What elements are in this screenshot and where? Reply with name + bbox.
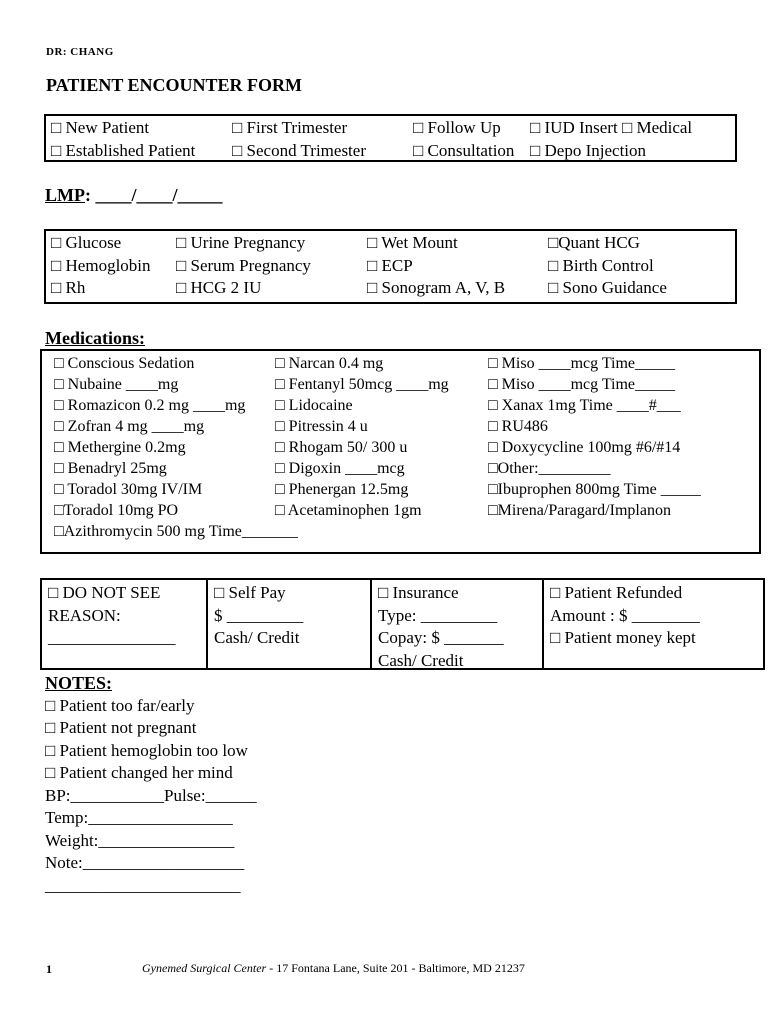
checkbox-first-trimester[interactable]: □ First Trimester xyxy=(232,118,348,137)
center-address: - 17 Fontana Lane, Suite 201 - Baltimore, MD 21237 xyxy=(266,961,525,975)
weight-field[interactable]: Weight:________________ xyxy=(45,830,235,850)
checkbox-quant-hcg[interactable]: □Quant HCG xyxy=(548,233,640,252)
checkbox-doxycycline[interactable]: □ Doxycycline 100mg #6/#14 xyxy=(488,439,681,456)
insurance-type-field[interactable]: Type: _________ xyxy=(378,605,498,625)
checkbox-nubaine[interactable]: □ Nubaine ____mg xyxy=(54,376,179,393)
lmp-label: LMP xyxy=(45,185,85,205)
checkbox-patient-money-kept[interactable]: □ Patient money kept xyxy=(550,628,696,647)
refund-amount-field[interactable]: Amount : $ ________ xyxy=(550,605,700,625)
notes-section xyxy=(45,672,257,897)
checkbox-new-patient[interactable]: □ New Patient xyxy=(51,118,150,137)
checkbox-digoxin[interactable]: □ Digoxin ____mcg xyxy=(275,460,405,477)
checkbox-mirena-paragard-implanon[interactable]: □Mirena/Paragard/Implanon xyxy=(488,502,671,519)
footer-address xyxy=(142,961,525,976)
checkbox-patient-refunded[interactable]: □ Patient Refunded xyxy=(550,583,683,602)
center-name: Gynemed Surgical Center xyxy=(142,961,267,975)
do-not-see-cell xyxy=(42,580,206,668)
lmp-blank[interactable]: : ____/____/_____ xyxy=(85,185,223,205)
checkbox-fentanyl[interactable]: □ Fentanyl 50mcg ____mg xyxy=(275,376,449,393)
checkbox-birth-control[interactable]: □ Birth Control xyxy=(548,255,654,275)
labs-box xyxy=(44,229,737,304)
self-pay-amount-field[interactable]: $ _________ xyxy=(214,605,304,625)
note-field[interactable]: Note:___________________ xyxy=(45,853,245,872)
checkbox-pitressin[interactable]: □ Pitressin 4 u xyxy=(275,418,368,435)
refund-cell xyxy=(542,580,763,668)
checkbox-glucose[interactable]: □ Glucose xyxy=(51,233,122,252)
checkbox-changed-mind[interactable]: □ Patient changed her mind xyxy=(45,763,233,782)
checkbox-serum-pregnancy[interactable]: □ Serum Pregnancy xyxy=(176,255,311,275)
checkbox-phenergan[interactable]: □ Phenergan 12.5mg xyxy=(275,481,409,498)
checkbox-azithromycin[interactable]: □Azithromycin 500 mg Time_______ xyxy=(54,523,298,540)
checkbox-benadryl[interactable]: □ Benadryl 25mg xyxy=(54,460,167,477)
checkbox-urine-pregnancy[interactable]: □ Urine Pregnancy xyxy=(176,233,306,252)
checkbox-self-pay[interactable]: □ Self Pay xyxy=(214,583,286,602)
checkbox-toradol-iv[interactable]: □ Toradol 30mg IV/IM xyxy=(54,481,203,498)
temp-field[interactable]: Temp:_________________ xyxy=(45,808,233,827)
checkbox-other[interactable]: □Other:_________ xyxy=(488,460,611,477)
checkbox-follow-up[interactable]: □ Follow Up xyxy=(413,118,501,137)
checkbox-wet-mount[interactable]: □ Wet Mount xyxy=(367,233,458,252)
lmp-field[interactable] xyxy=(45,185,223,206)
checkbox-acetaminophen[interactable]: □ Acetaminophen 1gm xyxy=(275,502,422,519)
checkbox-sono-guidance[interactable]: □ Sono Guidance xyxy=(548,278,667,297)
checkbox-ecp[interactable]: □ ECP xyxy=(367,255,413,275)
note-field-continued[interactable]: _______________________ xyxy=(45,875,241,895)
checkbox-zofran[interactable]: □ Zofran 4 mg ____mg xyxy=(54,418,205,435)
checkbox-xanax[interactable]: □ Xanax 1mg Time ____#___ xyxy=(488,397,681,414)
medications-heading: Medications: xyxy=(45,328,145,348)
checkbox-iud-insert-medical[interactable]: □ IUD Insert □ Medical xyxy=(530,118,693,137)
self-pay-method-label: Cash/ Credit xyxy=(214,628,300,647)
visit-type-box xyxy=(44,114,737,162)
checkbox-rhogam[interactable]: □ Rhogam 50/ 300 u xyxy=(275,439,408,456)
checkbox-ibuprophen[interactable]: □Ibuprophen 800mg Time _____ xyxy=(488,481,701,498)
checkbox-lidocaine[interactable]: □ Lidocaine xyxy=(275,397,353,414)
payment-table xyxy=(40,578,765,670)
bp-pulse-field[interactable]: BP:___________Pulse:______ xyxy=(45,785,257,805)
checkbox-second-trimester[interactable]: □ Second Trimester xyxy=(232,140,366,160)
notes-heading: NOTES: xyxy=(45,673,113,693)
checkbox-toradol-po[interactable]: □Toradol 10mg PO xyxy=(54,502,179,519)
checkbox-hcg-2iu[interactable]: □ HCG 2 IU xyxy=(176,278,262,297)
checkbox-narcan[interactable]: □ Narcan 0.4 mg xyxy=(275,355,384,372)
checkbox-hemoglobin[interactable]: □ Hemoglobin xyxy=(51,255,151,275)
checkbox-conscious-sedation[interactable]: □ Conscious Sedation xyxy=(54,355,195,372)
self-pay-cell xyxy=(206,580,370,668)
reason-field[interactable]: _______________ xyxy=(48,628,176,647)
medications-box xyxy=(40,349,761,554)
checkbox-ru486[interactable]: □ RU486 xyxy=(488,418,548,435)
checkbox-do-not-see[interactable]: □ DO NOT SEE xyxy=(48,583,161,602)
copay-field[interactable]: Copay: $ _______ xyxy=(378,628,504,647)
checkbox-miso-1[interactable]: □ Miso ____mcg Time_____ xyxy=(488,355,676,372)
checkbox-hemoglobin-too-low[interactable]: □ Patient hemoglobin too low xyxy=(45,740,248,760)
insurance-method-label: Cash/ Credit xyxy=(378,650,464,670)
checkbox-patient-not-pregnant[interactable]: □ Patient not pregnant xyxy=(45,718,197,737)
reason-label: REASON: xyxy=(48,605,121,625)
checkbox-consultation[interactable]: □ Consultation xyxy=(413,140,515,160)
form-title: PATIENT ENCOUNTER FORM xyxy=(46,75,303,95)
checkbox-methergine[interactable]: □ Methergine 0.2mg xyxy=(54,439,186,456)
page-number: 1 xyxy=(46,962,52,976)
checkbox-depo-injection[interactable]: □ Depo Injection xyxy=(530,140,647,160)
checkbox-rh[interactable]: □ Rh xyxy=(51,278,86,297)
doctor-name: DR: CHANG xyxy=(46,46,114,58)
checkbox-insurance[interactable]: □ Insurance xyxy=(378,583,459,602)
checkbox-romazicon[interactable]: □ Romazicon 0.2 mg ____mg xyxy=(54,397,246,414)
checkbox-patient-too-far[interactable]: □ Patient too far/early xyxy=(45,695,195,715)
checkbox-established-patient[interactable]: □ Established Patient xyxy=(51,140,196,160)
insurance-cell xyxy=(370,580,542,668)
checkbox-miso-2[interactable]: □ Miso ____mcg Time_____ xyxy=(488,376,676,393)
checkbox-sonogram[interactable]: □ Sonogram A, V, B xyxy=(367,278,506,297)
